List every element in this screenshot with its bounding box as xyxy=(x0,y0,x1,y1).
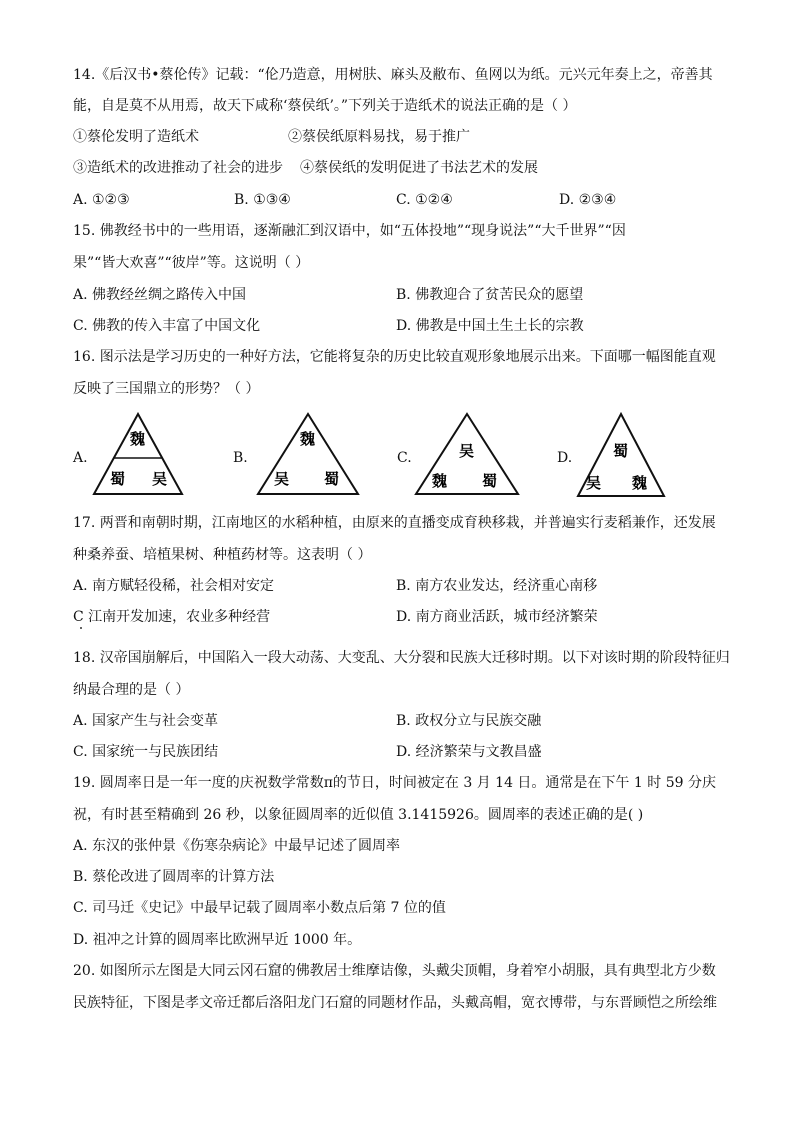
q16-option-d-label[interactable]: D. xyxy=(557,450,573,466)
q18-stem-line2: 纳最合理的是（ ） xyxy=(73,682,190,698)
q15-option-b[interactable]: B. 佛教迎合了贫苦民众的愿望 xyxy=(396,287,584,303)
q14-option-b[interactable]: B. ①③④ xyxy=(234,192,291,208)
q19-stem-line1: 19. 圆周率日是一年一度的庆祝数学常数π的节日，时间被定在 3 月 14 日。通常是在下午 1 时 59 分庆 xyxy=(73,775,716,791)
diagram-b-right: 蜀 xyxy=(324,470,340,488)
diagram-c-right: 蜀 xyxy=(482,472,498,490)
q16-stem-line2: 反映了三国鼎立的形势？（ ） xyxy=(73,381,260,397)
stray-dot xyxy=(80,627,82,629)
q16-diagram-c[interactable] xyxy=(414,412,520,496)
q18-option-a[interactable]: A. 国家产生与社会变革 xyxy=(73,713,219,729)
q16-stem-line1: 16. 图示法是学习历史的一种好方法，它能将复杂的历史比较直观形象地展示出来。下面哪一幅图能直观 xyxy=(73,349,716,365)
q15-stem-line1: 15. 佛教经书中的一些用语，逐渐融汇到汉语中，如“五体投地”“现身说法”“大千世界”“因 xyxy=(73,223,626,239)
q16-option-b-label[interactable]: B. xyxy=(233,450,248,466)
q19-option-c[interactable]: C. 司马迁《史记》中最早记载了圆周率小数点后第 7 位的值 xyxy=(73,900,446,916)
q14-statement-4: ④蔡侯纸的发明促进了书法艺术的发展 xyxy=(300,160,538,176)
diagram-a-left: 蜀 xyxy=(110,470,126,488)
diagram-a-right: 吴 xyxy=(152,470,168,488)
q15-option-d[interactable]: D. 佛教是中国土生土长的宗教 xyxy=(396,318,584,334)
q17-option-a[interactable]: A. 南方赋轻役稀，社会相对安定 xyxy=(73,578,275,594)
q19-option-d[interactable]: D. 祖冲之计算的圆周率比欧洲早近 1000 年。 xyxy=(73,932,362,948)
q15-option-c[interactable]: C. 佛教的传入丰富了中国文化 xyxy=(73,318,261,334)
q16-diagram-d[interactable] xyxy=(576,412,666,498)
q15-stem-line2: 果”“皆大欢喜”“彼岸”等。这说明（ ） xyxy=(73,255,310,271)
q16-diagram-b[interactable] xyxy=(256,412,360,496)
triangle-shape xyxy=(258,414,358,494)
diagram-d-right: 魏 xyxy=(632,474,648,492)
q14-statement-3: ③造纸术的改进推动了社会的进步 xyxy=(73,160,283,176)
q17-stem-line2: 种桑养蚕、培植果树、种植药材等。这表明（ ） xyxy=(73,547,372,563)
q17-option-c[interactable]: C 江南开发加速，农业多种经营 xyxy=(73,609,271,625)
q14-statement-2: ②蔡侯纸原料易找，易于推广 xyxy=(288,129,470,145)
q20-stem-line1: 20. 如图所示左图是大同云冈石窟的佛教居士维摩诘像，头戴尖顶帽，身着窄小胡服，具有典型北方少数 xyxy=(73,963,716,979)
diagram-d-top: 蜀 xyxy=(613,442,629,460)
q17-option-d[interactable]: D. 南方商业活跃，城市经济繁荣 xyxy=(396,609,598,625)
diagram-a-top: 魏 xyxy=(130,430,146,448)
q18-stem-line1: 18. 汉帝国崩解后，中国陷入一段大动荡、大变乱、大分裂和民族大迁移时期。以下对该时期的阶段特征归 xyxy=(73,650,730,666)
q14-option-a[interactable]: A. ①②③ xyxy=(73,192,130,208)
diagram-d-left: 吴 xyxy=(586,474,602,492)
q19-option-b[interactable]: B. 蔡伦改进了圆周率的计算方法 xyxy=(73,869,275,885)
q14-option-c[interactable]: C. ①②④ xyxy=(396,192,453,208)
q19-stem-line2: 祝，有时甚至精确到 26 秒，以象征圆周率的近似值 3.1415926。圆周率的表述正确的是( ) xyxy=(73,807,644,823)
q17-option-b[interactable]: B. 南方农业发达，经济重心南移 xyxy=(396,578,598,594)
q14-stem-line2: 能，自是莫不从用焉，故天下咸称‘蔡侯纸’。”下列关于造纸术的说法正确的是（ ） xyxy=(73,98,577,114)
q18-option-c[interactable]: C. 国家统一与民族团结 xyxy=(73,744,219,760)
q16-option-c-label[interactable]: C. xyxy=(397,450,412,466)
triangle-shape xyxy=(94,414,182,494)
q19-option-a[interactable]: A. 东汉的张仲景《伤寒杂病论》中最早记述了圆周率 xyxy=(73,838,401,854)
diagram-c-left: 魏 xyxy=(432,472,448,490)
q14-stem-line1: 14.《后汉书•蔡伦传》记载：“伦乃造意，用树肤、麻头及敝布、鱼网以为纸。元兴元年奏上之，帝善其 xyxy=(73,67,713,83)
q14-option-d[interactable]: D. ②③④ xyxy=(559,192,617,208)
q16-option-a-label[interactable]: A. xyxy=(73,450,88,466)
q18-option-d[interactable]: D. 经济繁荣与文教昌盛 xyxy=(396,744,542,760)
q18-option-b[interactable]: B. 政权分立与民族交融 xyxy=(396,713,542,729)
diagram-b-left: 吴 xyxy=(274,470,290,488)
diagram-c-top: 吴 xyxy=(459,442,475,460)
q20-stem-line2: 民族特征，下图是孝文帝迁都后洛阳龙门石窟的同题材作品，头戴高帽，宽衣博带，与东晋顾恺之所绘维 xyxy=(73,995,717,1011)
diagram-b-top: 魏 xyxy=(300,430,316,448)
q16-diagram-a[interactable] xyxy=(92,412,184,496)
q17-stem-line1: 17. 两晋和南朝时期，江南地区的水稻种植，由原来的直播变成育秧移栽，并普遍实行麦稻兼作，还发展 xyxy=(73,515,716,531)
q15-option-a[interactable]: A. 佛教经丝绸之路传入中国 xyxy=(73,287,247,303)
q14-statement-1: ①蔡伦发明了造纸术 xyxy=(73,129,199,145)
